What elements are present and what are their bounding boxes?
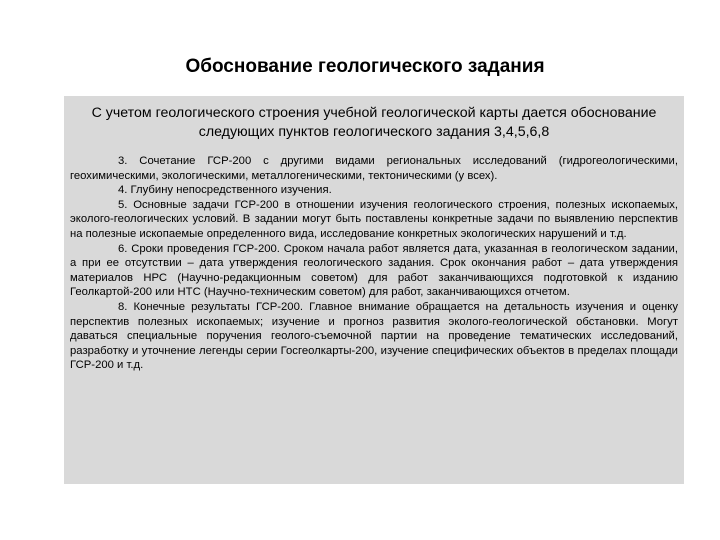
subtitle: С учетом геологического строения учебной геологической карты дается обоснование следующих пунктов геологического задания 3,4,5,6,8 [91, 105, 657, 140]
paragraph-item-4: 4. Глубину непосредственного изучения. [118, 184, 332, 197]
paragraph-item-5: 5. Основные задачи ГСР-200 в отношении изучения геологического строения, полезных ископаемых, эколого-геологических условий. В задании могут быть поставлены конкретные задачи по выявлению перспектив на полезные ископаемые определенного вида, исследование конкретных экологических нарушений и т.д. [70, 198, 678, 240]
slide-title: Обоснование геологического задания [185, 56, 545, 77]
paragraph-item-3: 3. Сочетание ГСР-200 с другими видами региональных исследований (гидрогеологическими, геохимическими, экологическими, металлогеническими, тектоническими (у всех). [70, 155, 678, 182]
content-panel [64, 96, 684, 484]
paragraph-item-6: 6. Сроки проведения ГСР-200. Сроком начала работ является дата, указанная в геологическом задании, а при ее отсутствии – дата утверждения геологического задания. Срок окончания работ – дата утверждения материалов НРС (Научно-редакционным советом) для работ заканчивающихся подготовкой к изданию Геолкартой-200 или НТС (Научно-техническим советом) для работ, заканчивающихся отчетом. [70, 242, 678, 299]
paragraph-item-8: 8. Конечные результаты ГСР-200. Главное внимание обращается на детальность изучения и оценку перспектив полезных ископаемых; изучение и прогноз развития эколого-геологической обстановки. Могут даваться специальные поручения геолого-съемочной партии на проведение тематических исследований, разработку и уточнение легенды серии Госгеолкарты-200, изучение специфических объектов в пределах площади ГСР-200 и т.д. [70, 300, 678, 372]
